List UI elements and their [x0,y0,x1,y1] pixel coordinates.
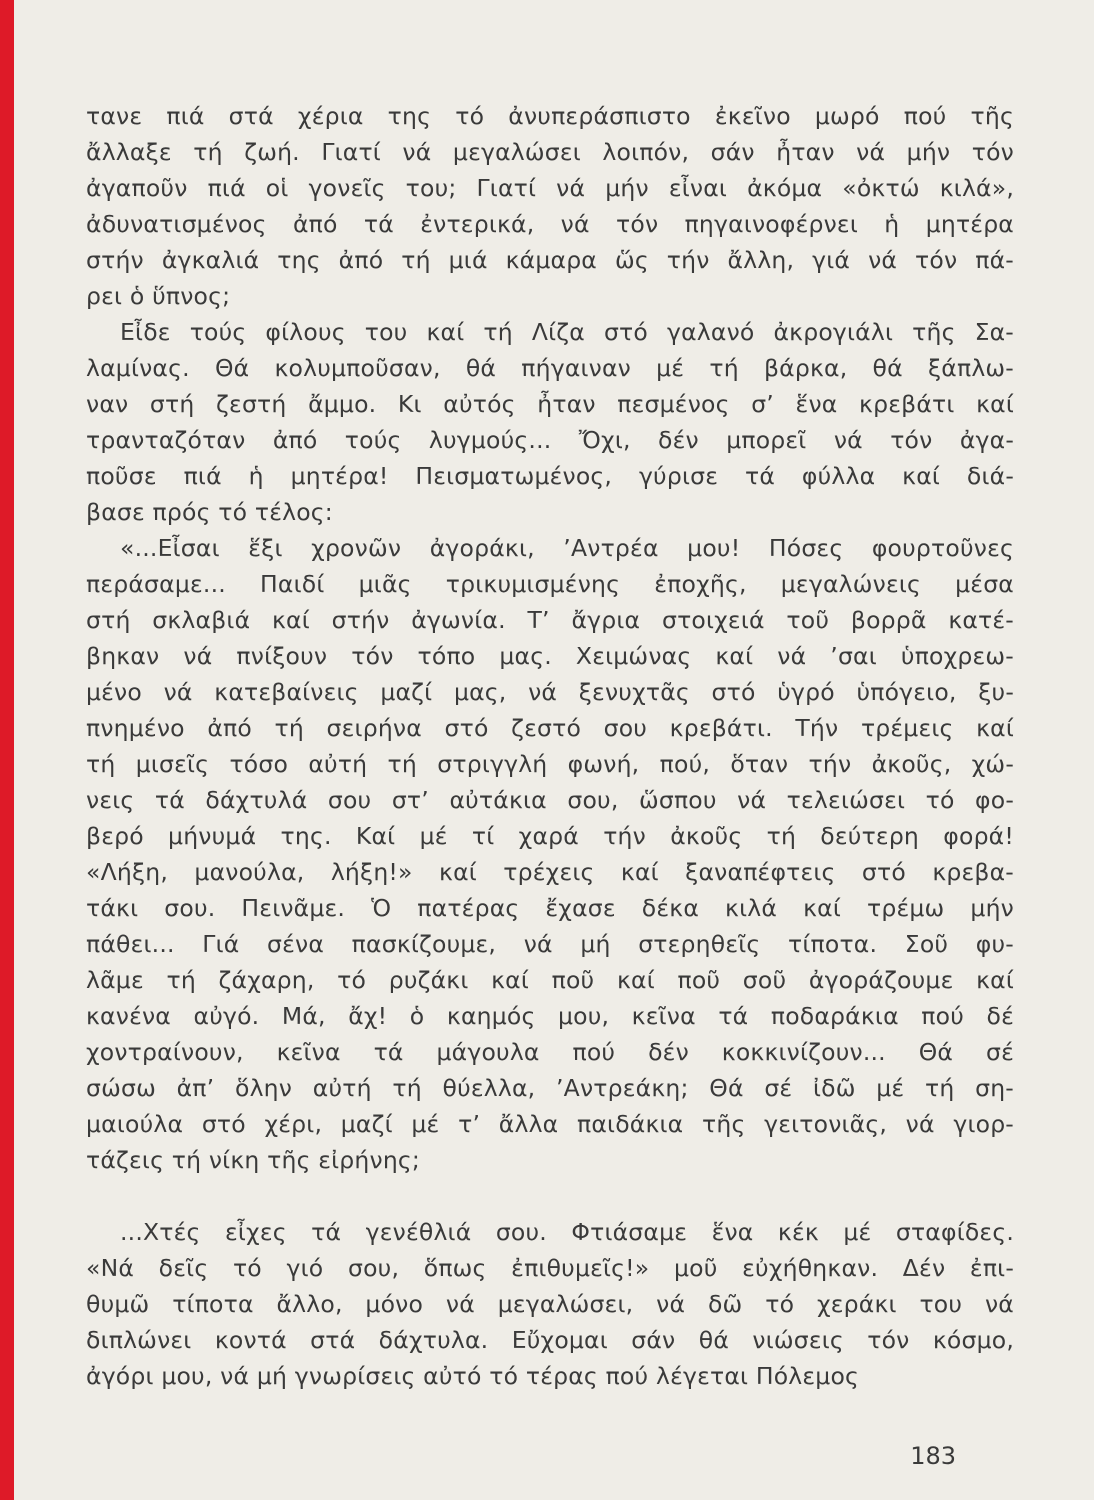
text-line: βερό μήνυμά της. Καί μέ τί χαρά τήν ἀκοῦς τή δεύτερη φορά! [86,822,1014,850]
text-line: μένο νά κατεβαίνεις μαζί μας, νά ξενυχτᾶς στό ὑγρό ὑπόγειο, ξυ- [86,678,1014,706]
text-line: πνημένο ἀπό τή σειρήνα στό ζεστό σου κρεβάτι. Τήν τρέμεις καί [86,714,1014,742]
text-line: ποῦσε πιά ἡ μητέρα! Πεισματωμένος, γύρισε τά φύλλα καί διά- [86,462,1014,490]
text-line: περάσαμε... Παιδί μιᾶς τρικυμισμένης ἐποχῆς, μεγαλώνεις μέσα [86,570,1014,598]
text-line: τάκι σου. Πεινᾶμε. Ὁ πατέρας ἔχασε δέκα κιλά καί τρέμω μήν [86,894,1014,922]
page-number: 183 [910,1442,956,1470]
page-text [86,98,1014,1394]
text-line: ρει ὁ ὕπνος; [86,282,231,310]
text-line: διπλώνει κοντά στά δάχτυλα. Εὔχομαι σάν θά νιώσεις τόν κόσμο, [86,1326,1014,1354]
spine-color-band [0,0,14,1500]
text-line: θυμῶ τίποτα ἄλλο, μόνο νά μεγαλώσει, νά δῶ τό χεράκι του νά [86,1290,1014,1318]
text-line: «...Εἶσαι ἕξι χρονῶν ἀγοράκι, ’Αντρέα μου! Πόσες φουρτοῦνες [120,534,1014,562]
text-line: σώσω ἀπ’ ὅλην αὐτή τή θύελλα, ’Αντρεάκη; Θά σέ ἰδῶ μέ τή ση- [86,1074,1014,1102]
text-line: ναν στή ζεστή ἄμμο. Κι αὐτός ἦταν πεσμένος σ’ ἕνα κρεβάτι καί [86,390,1014,418]
paragraph [86,530,1014,1178]
text-line: τάζεις τή νίκη τῆς εἰρήνης; [86,1146,421,1174]
text-line: στή σκλαβιά καί στήν ἀγωνία. Τ’ ἄγρια στοιχειά τοῦ βορρᾶ κατέ- [86,606,1014,634]
text-line: χοντραίνουν, κεῖνα τά μάγουλα πού δέν κοκκινίζουν... Θά σέ [86,1038,1014,1066]
text-line: νεις τά δάχτυλά σου στ’ αὐτάκια σου, ὥσπου νά τελειώσει τό φο- [86,786,1014,814]
text-line: πάθει... Γιά σένα πασκίζουμε, νά μή στερηθεῖς τίποτα. Σοῦ φυ- [86,930,1014,958]
text-line: μαιούλα στό χέρι, μαζί μέ τ’ ἄλλα παιδάκια τῆς γειτονιᾶς, νά γιορ- [86,1110,1014,1138]
paragraph [86,98,1014,314]
text-line: Εἶδε τούς φίλους του καί τή Λίζα στό γαλανό ἀκρογιάλι τῆς Σα- [120,318,1014,346]
text-line: τρανταζόταν ἀπό τούς λυγμούς... Ὄχι, δέν μπορεῖ νά τόν ἀγα- [86,426,1014,454]
text-line: ...Χτές εἶχες τά γενέθλιά σου. Φτιάσαμε ἕνα κέκ μέ σταφίδες. [120,1218,1014,1246]
text-line: ἀδυνατισμένος ἀπό τά ἐντερικά, νά τόν πηγαινοφέρνει ἡ μητέρα [86,210,1014,238]
text-line: ἄλλαξε τή ζωή. Γιατί νά μεγαλώσει λοιπόν, σάν ἦταν νά μήν τόν [86,138,1014,166]
paragraph [86,1214,1014,1394]
text-line: στήν ἀγκαλιά της ἀπό τή μιά κάμαρα ὥς τήν ἄλλη, γιά νά τόν πά- [86,246,1014,274]
text-line: τανε πιά στά χέρια της τό ἀνυπεράσπιστο ἐκεῖνο μωρό πού τῆς [86,102,1014,130]
text-line: «Λήξη, μανούλα, λήξη!» καί τρέχεις καί ξαναπέφτεις στό κρεβα- [86,858,1014,886]
text-line: κανένα αὐγό. Μά, ἄχ! ὁ καημός μου, κεῖνα τά ποδαράκια πού δέ [86,1002,1014,1030]
text-line: βηκαν νά πνίξουν τόν τόπο μας. Χειμώνας καί νά ’σαι ὑποχρεω- [86,642,1014,670]
text-line: ἀγαποῦν πιά οἱ γονεῖς του; Γιατί νά μήν εἶναι ἀκόμα «ὀκτώ κιλά», [86,174,1014,202]
text-line: ἀγόρι μου, νά μή γνωρίσεις αὐτό τό τέρας πού λέγεται Πόλεμος [86,1362,860,1390]
text-line: βασε πρός τό τέλος: [86,498,333,526]
text-line: «Νά δεῖς τό γιό σου, ὅπως ἐπιθυμεῖς!» μοῦ εὐχήθηκαν. Δέν ἐπι- [86,1254,1014,1282]
text-line: λᾶμε τή ζάχαρη, τό ρυζάκι καί ποῦ καί ποῦ σοῦ ἀγοράζουμε καί [86,966,1014,994]
paragraph [86,314,1014,530]
text-line: λαμίνας. Θά κολυμποῦσαν, θά πήγαιναν μέ τή βάρκα, θά ξάπλω- [86,354,1014,382]
text-line: τή μισεῖς τόσο αὐτή τή στριγγλή φωνή, πού, ὅταν τήν ἀκοῦς, χώ- [86,750,1014,778]
